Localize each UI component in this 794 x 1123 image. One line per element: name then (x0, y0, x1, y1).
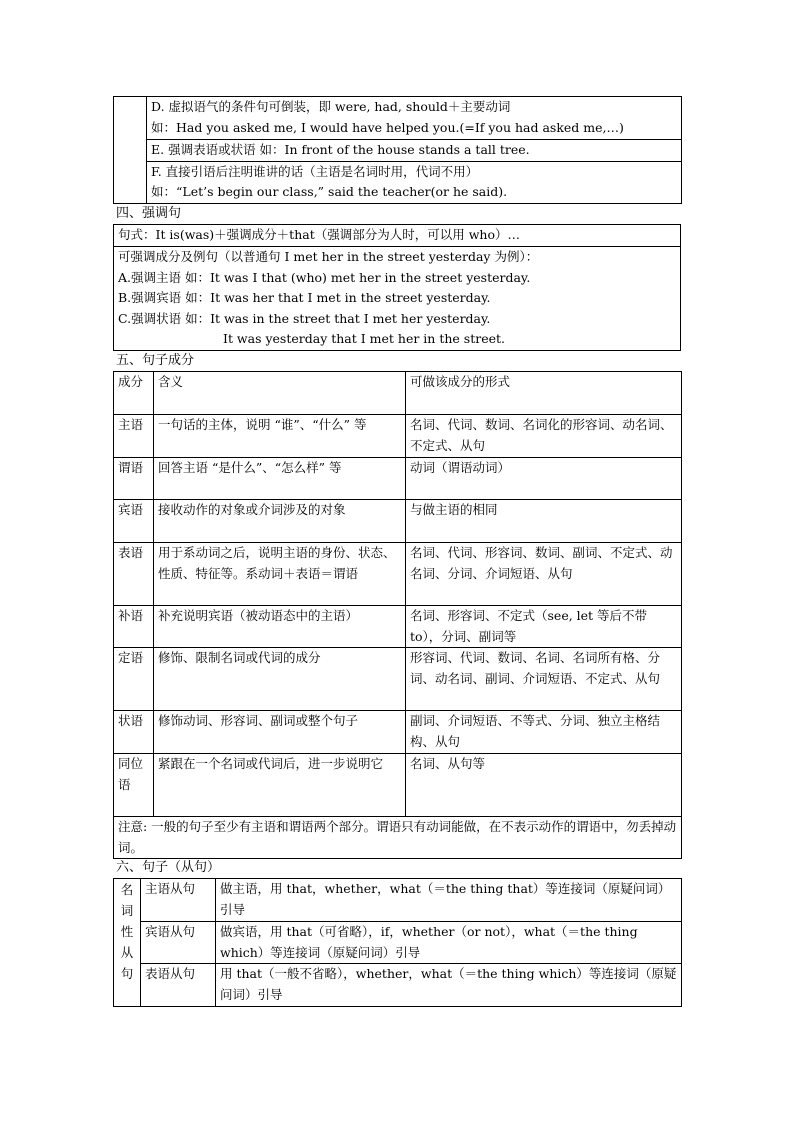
clause-group-label: 名词性从句 (114, 879, 141, 1007)
part-name: 主语 (114, 415, 154, 458)
part-forms: 与做主语的相同 (406, 500, 682, 543)
sentence-parts-header-row (114, 372, 682, 415)
part-meaning: 一句话的主体，说明 “谁”、“什么” 等 (154, 415, 406, 458)
section4-title: 四、强调句 (116, 206, 182, 221)
emphasis-example-b: B.强调宾语 如：It was her that I met in the street yesterday. (118, 290, 491, 305)
part-meaning: 修饰动词、形容词、副词或整个句子 (154, 711, 406, 754)
table-row (114, 922, 682, 964)
part-forms: 名词、从句等 (406, 754, 682, 817)
table-row (114, 458, 682, 500)
sentence-parts-table (113, 371, 682, 859)
emphasis-formula (114, 225, 681, 247)
sentence-parts-note: 注意: 一般的句子至少有主语和谓语两个部分。谓语只有动词能做，在不表示动作的谓语中，勿丢掉动词。 (114, 817, 682, 859)
clause-table (113, 878, 682, 1007)
header-component: 成分 (114, 372, 154, 415)
inversion-row-d (147, 97, 682, 140)
table-row (114, 879, 682, 922)
part-name: 补语 (114, 606, 154, 648)
part-forms: 名词、代词、形容词、数词、副词、不定式、动名词、分词、介词短语、从句 (406, 543, 682, 606)
section5-title: 五、句子成分 (116, 353, 195, 368)
clause-type: 宾语从句 (141, 922, 216, 964)
inversion-row-e (147, 140, 682, 162)
emphasis-example-c: C.强调状语 如：It was in the street that I met her yesterday. (118, 310, 491, 326)
inversion-row-f (147, 161, 682, 203)
header-meaning: 含义 (154, 372, 406, 415)
inversion-d-line2: 如：Had you asked me, I would have helped you.(=If you had asked me,…) (151, 119, 624, 135)
table-row (114, 648, 682, 711)
clause-desc: 做宾语，用 that（可省略），if，whether（or not），what（＝the thing which）等连接词（原疑问词）引导 (216, 922, 682, 964)
part-name: 谓语 (114, 458, 154, 500)
table-row (114, 415, 682, 458)
inversion-f-line1: F. 直接引语后注明谁讲的话（主语是名词时用，代词不用） (151, 163, 479, 179)
clause-desc: 做主语，用 that，whether，what（＝the thing that）等连接词（原疑问词）引导 (216, 879, 682, 922)
emphasis-intro: 可强调成分及例句（以普通句 I met her in the street yesterday 为例）： (118, 249, 539, 264)
part-meaning: 紧跟在一个名词或代词后，进一步说明它 (154, 754, 406, 817)
table-row (114, 964, 682, 1007)
part-forms: 形容词、代词、数词、名词、名词所有格、分词、动名词、副词、介词短语、不定式、从句 (406, 648, 682, 711)
part-meaning: 修饰、限制名词或代词的成分 (154, 648, 406, 711)
table-row (114, 711, 682, 754)
part-forms: 副词、介词短语、不等式、分词、独立主格结构、从句 (406, 711, 682, 754)
part-forms: 名词、形容词、不定式（see, let 等后不带 to），分词、副词等 (406, 606, 682, 648)
table-row (114, 606, 682, 648)
inversion-d-line1: D. 虚拟语气的条件句可倒装，即 were, had, should＋主要动词 (151, 99, 511, 114)
section6-title: 六、句子（从句） (116, 860, 221, 875)
emphasis-table (113, 224, 681, 351)
part-name: 定语 (114, 648, 154, 711)
header-forms: 可做该成分的形式 (406, 372, 682, 415)
part-name: 宾语 (114, 500, 154, 543)
clause-type: 主语从句 (141, 879, 216, 922)
table-row (114, 500, 682, 543)
inversion-table (113, 96, 682, 204)
part-meaning: 接收动作的对象或介词涉及的对象 (154, 500, 406, 543)
inversion-blank-cell (114, 97, 147, 204)
table-row (114, 754, 682, 817)
part-meaning: 回答主语 “是什么”、“怎么样” 等 (154, 458, 406, 500)
part-meaning: 补充说明宾语（被动语态中的主语） (154, 606, 406, 648)
part-forms: 动词（谓语动词） (406, 458, 682, 500)
emphasis-formula-text: 句式：It is(was)＋强调成分＋that（强调部分为人时，可以用 who）… (118, 227, 520, 242)
table-row (114, 543, 682, 606)
clause-desc: 用 that（一般不省略），whether，what（＝the thing which）等连接词（原疑问词）引导 (216, 964, 682, 1007)
part-name: 状语 (114, 711, 154, 754)
emphasis-example-extra: It was yesterday that I met her in the street. (223, 331, 505, 346)
part-name: 同位语 (114, 754, 154, 817)
clause-type: 表语从句 (141, 964, 216, 1007)
inversion-e-line1: E. 强调表语或状语 如：In front of the house stands a tall tree. (151, 142, 530, 157)
emphasis-examples (114, 247, 681, 351)
emphasis-example-a: A.强调主语 如：It was I that (who) met her in the street yesterday. (118, 269, 531, 285)
part-meaning: 用于系动词之后，说明主语的身份、状态、性质、特征等。系动词＋表语＝谓语 (154, 543, 406, 606)
part-forms: 名词、代词、数词、名词化的形容词、动名词、不定式、从句 (406, 415, 682, 458)
inversion-f-line2: 如：“Let’s begin our class,” said the teacher(or he said). (151, 184, 508, 199)
part-name: 表语 (114, 543, 154, 606)
